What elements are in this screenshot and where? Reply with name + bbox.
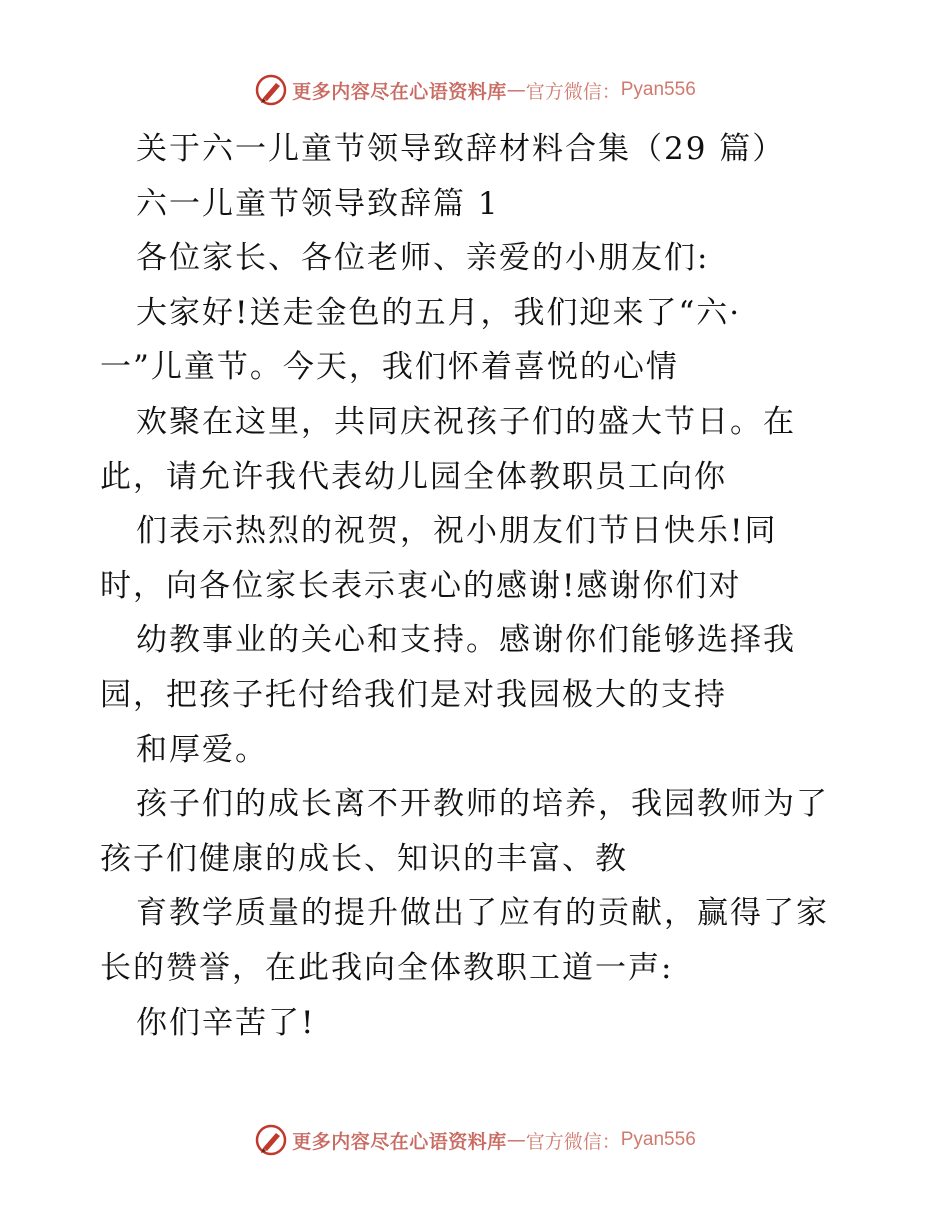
text-line: 育教学质量的提升做出了应有的贡献，赢得了家	[136, 895, 829, 932]
pen-logo-icon	[254, 73, 288, 107]
watermark-official-label: 官方微信：	[525, 1130, 621, 1153]
text-line: 一”儿童节。今天，我们怀着喜悦的心情	[100, 349, 679, 386]
salutation: 各位家长、各位老师、亲爱的小朋友们:	[136, 240, 710, 277]
watermark-official-label: 官方微信：	[525, 80, 621, 103]
watermark-main-text: 更多内容尽在心语资料库	[292, 80, 507, 103]
text-line: 你们辛苦了!	[136, 1004, 316, 1041]
text-line: 和厚爱。	[136, 731, 268, 768]
watermark-main-text: 更多内容尽在心语资料库	[292, 1130, 507, 1153]
watermark-wechat-id: Pyan556	[620, 79, 696, 100]
text-line: 时，向各位家长表示衷心的感谢!感谢你们对	[100, 567, 742, 604]
footer-watermark	[0, 1120, 950, 1160]
document-body	[100, 122, 860, 1050]
text-line: 孩子们的成长离不开教师的培养，我园教师为了	[136, 786, 829, 823]
watermark-wechat-id: Pyan556	[620, 1129, 696, 1150]
pen-logo-icon	[254, 1123, 288, 1157]
section-heading: 六一儿童节领导致辞篇 1	[136, 185, 500, 222]
text-line: 们表示热烈的祝贺，祝小朋友们节日快乐!同	[136, 513, 778, 550]
header-watermark	[0, 70, 950, 110]
text-line: 大家好!送走金色的五月，我们迎来了“六·	[136, 294, 742, 331]
text-line: 此，请允许我代表幼儿园全体教职员工向你	[100, 458, 727, 495]
text-line: 园，把孩子托付给我们是对我园极大的支持	[100, 676, 727, 713]
text-line: 孩子们健康的成长、知识的丰富、教	[100, 840, 628, 877]
watermark-dash: —	[506, 79, 526, 101]
document-title: 关于六一儿童节领导致辞材料合集（29 篇）	[136, 131, 786, 167]
text-line: 幼教事业的关心和支持。感谢你们能够选择我	[136, 622, 796, 659]
watermark-dash: —	[506, 1129, 526, 1151]
text-line: 欢聚在这里，共同庆祝孩子们的盛大节日。在	[136, 403, 796, 440]
text-line: 长的赞誉，在此我向全体教职工道一声:	[100, 949, 674, 986]
